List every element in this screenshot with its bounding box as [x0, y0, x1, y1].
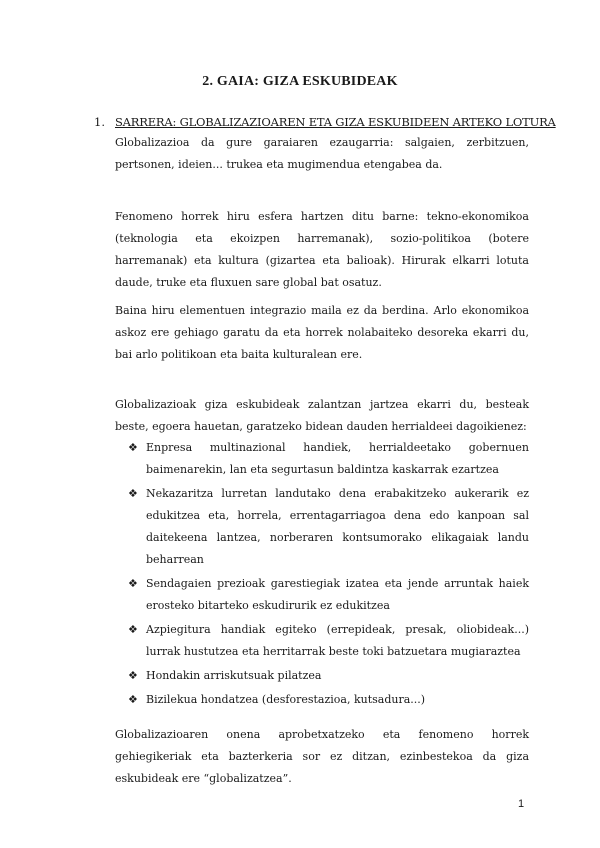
paragraph-integration: Baina hiru elementuen integrazio maila ez da berdina. Arlo ekonomikoa askoz ere gehiago garatu da eta horrek nolabaiteko desoreka ekarri du, bai arlo politikoan eta baita kulturalean ere.: [115, 304, 529, 361]
paragraph-spheres: Fenomeno horrek hiru esfera hartzen ditu barne: tekno-ekonomikoa (teknologia eta ekoizpen harremanak), sozio-politikoa (botere harremanak) eta kultura (gizartea eta balioak). Hirurak elkarri lotuta daude, truke eta fluxuen sare global bat osatuz.: [115, 210, 529, 289]
diamond-bullet-icon: ❖: [128, 487, 138, 500]
page-title: 2. GAIA: GIZA ESKUBIDEAK: [202, 74, 398, 89]
list-item-text: Nekazaritza lurretan landutako dena erabakitzeko aukerarik ez edukitzea eta, horrela, errentagarriagoa dena edo kanpoan sal daitekeena lantzea, norberaren kontsumorako elikagaiak landu beharrean: [146, 487, 529, 566]
paragraph-rights: Globalizazioak giza eskubideak zalantzan jartzea ekarri du, besteak beste, egoera hauetan, garatzeko bidean dauden herrialdeei dagoikienez:: [115, 398, 529, 433]
paragraph-intro: Globalizazioa da gure garaiaren ezaugarria: salgaien, zerbitzuen, pertsonen, ideien... trukea eta mugimendua etengabea da.: [115, 136, 529, 171]
diamond-bullet-icon: ❖: [128, 669, 138, 682]
diamond-bullet-icon: ❖: [128, 623, 138, 636]
list-item: [128, 483, 529, 571]
list-item: [128, 619, 529, 663]
section-number: 1.: [94, 115, 105, 129]
list-item: [128, 689, 529, 711]
diamond-bullet-icon: ❖: [128, 441, 138, 454]
page-number: 1: [518, 798, 525, 810]
list-item-text: Hondakin arriskutsuak pilatzea: [146, 669, 322, 682]
list-item: [128, 665, 529, 687]
list-item-text: Enpresa multinazional handiek, herrialdeetako gobernuen baimenarekin, lan eta segurtasun baldintza kaskarrak ezartzea: [146, 441, 529, 476]
list-item-text: Azpiegitura handiak egiteko (errepideak, presak, oliobideak...) lurrak hustutzea eta herritarrak beste toki batzuetara mugiaraztea: [146, 623, 529, 658]
diamond-bullet-icon: ❖: [128, 693, 138, 706]
diamond-bullet-icon: ❖: [128, 577, 138, 590]
list-item-text: Bizilekua hondatzea (desforestazioa, kutsadura...): [146, 693, 426, 706]
list-item: [128, 437, 529, 481]
section-title: SARRERA: GLOBALIZAZIOAREN ETA GIZA ESKUBIDEEN ARTEKO LOTURA: [115, 115, 556, 129]
paragraph-conclusion: Globalizazioaren onena aprobetxatzeko eta fenomeno horrek gehiegikeriak eta bazterkeria sor ez ditzan, ezinbestekoa da giza eskubideak ere “globalizatzea”.: [115, 728, 529, 785]
list-item-text: Sendagaien prezioak garestiegiak izatea eta jende arruntak haiek erosteko bitarteko eskudirurik ez edukitzea: [146, 577, 529, 612]
list-item: [128, 573, 529, 617]
bullet-list: [128, 437, 529, 713]
